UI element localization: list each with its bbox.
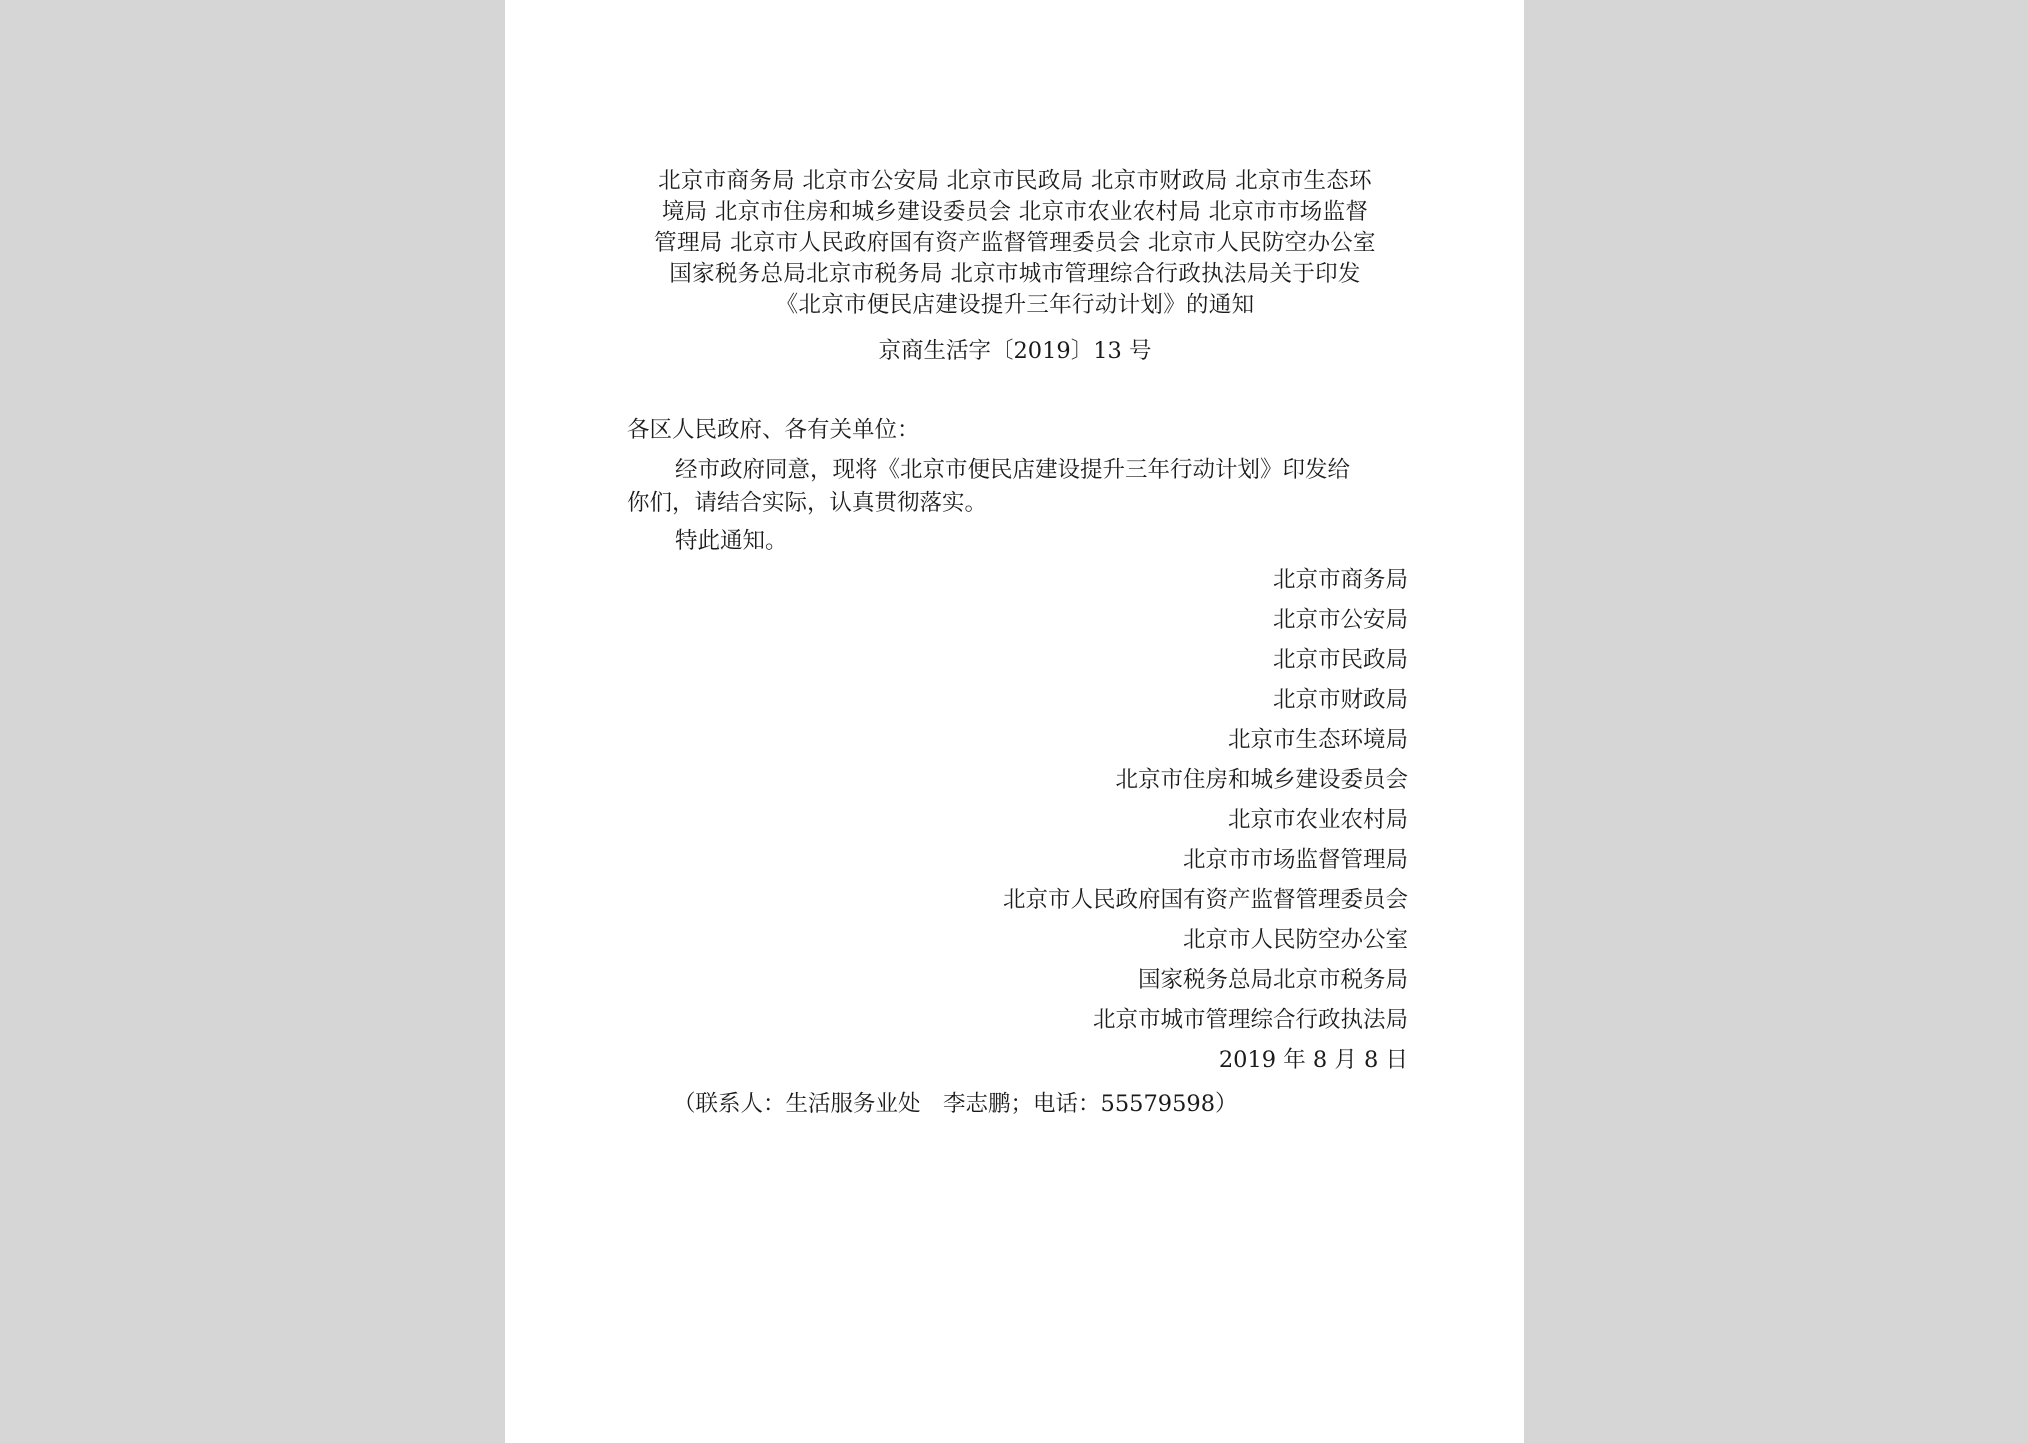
paragraph-line: 经市政府同意，现将《北京市便民店建设提升三年行动计划》印发给 [675, 457, 1351, 483]
title-line: 《北京市便民店建设提升三年行动计划》的通知 [775, 292, 1255, 318]
signatory: 北京市人民政府国有资产监督管理委员会 [1002, 887, 1408, 913]
title-line: 国家税务总局北京市税务局 北京市城市管理综合行政执法局关于印发 [669, 261, 1361, 287]
signatory: 北京市生态环境局 [1227, 727, 1408, 753]
signatory: 北京市市场监督管理局 [1182, 847, 1408, 873]
signatory: 北京市住房和城乡建设委员会 [1115, 767, 1408, 793]
document-number: 京商生活字〔2019〕13 号 [878, 338, 1152, 364]
signature-block [1003, 565, 1408, 1085]
title-line: 北京市商务局 北京市公安局 北京市民政局 北京市财政局 北京市生态环 [658, 168, 1372, 194]
paragraph-line: 你们，请结合实际，认真贯彻落实。 [627, 490, 988, 516]
signatory: 北京市商务局 [1272, 567, 1408, 593]
salutation: 各区人民政府、各有关单位： [627, 417, 920, 443]
document-title [625, 166, 1405, 321]
document-page [505, 0, 1524, 1443]
signatory: 北京市农业农村局 [1227, 807, 1408, 833]
notice-text: 特此通知。 [675, 528, 788, 554]
signatory: 北京市人民防空办公室 [1182, 927, 1408, 953]
contact-info: （联系人：生活服务业处 李志鹏；电话：55579598） [673, 1091, 1238, 1117]
document-date: 2019 年 8 月 8 日 [1218, 1047, 1408, 1073]
signatory: 北京市民政局 [1272, 647, 1408, 673]
title-line: 境局 北京市住房和城乡建设委员会 北京市农业农村局 北京市市场监督 [661, 199, 1369, 225]
title-line: 管理局 北京市人民政府国有资产监督管理委员会 北京市人民防空办公室 [654, 230, 1376, 256]
signatory: 北京市公安局 [1272, 607, 1408, 633]
signatory: 国家税务总局北京市税务局 [1137, 967, 1408, 993]
signatory: 北京市财政局 [1272, 687, 1408, 713]
signatory: 北京市城市管理综合行政执法局 [1092, 1007, 1408, 1033]
